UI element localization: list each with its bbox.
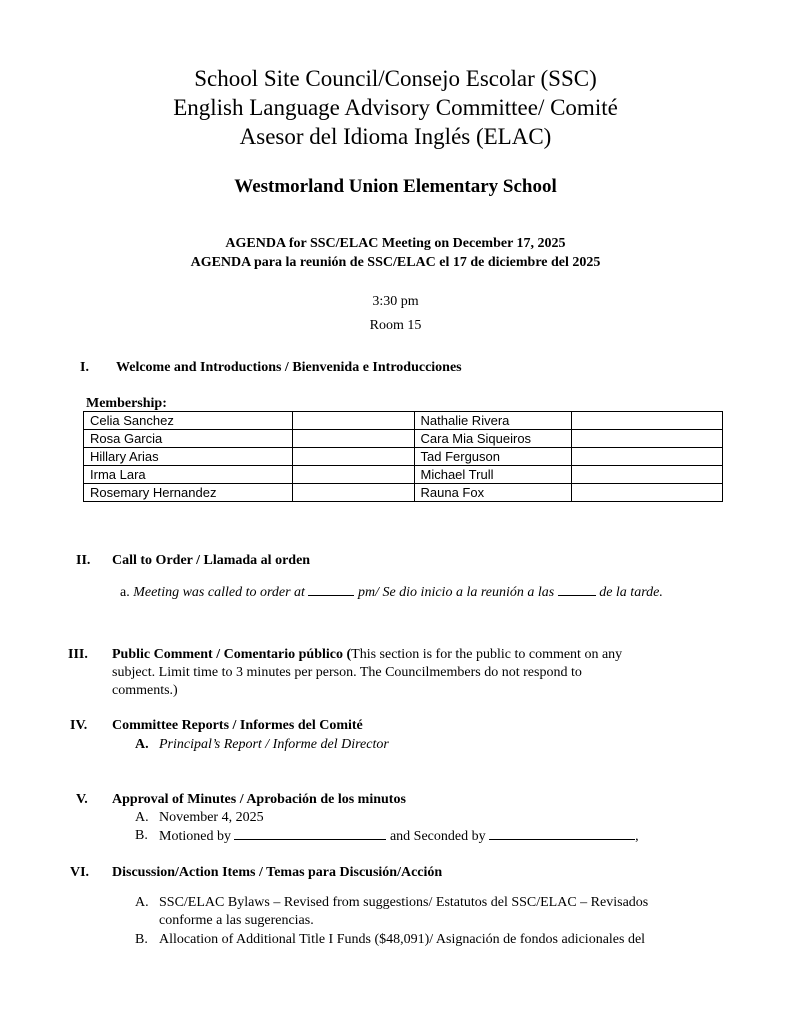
- section-4-title: Committee Reports / Informes del Comité: [112, 718, 363, 733]
- bylaws-line-2: conforme a las sugerencias.: [159, 913, 314, 928]
- section-1-title: Welcome and Introductions / Bienvenida e Introducciones: [116, 360, 462, 375]
- member-cell: [293, 412, 414, 430]
- member-cell: [571, 448, 722, 466]
- section-6-numeral: VI.: [70, 865, 90, 880]
- table-row: [84, 466, 723, 484]
- membership-label: Membership:: [86, 396, 167, 411]
- seconded-by-blank: [489, 827, 635, 840]
- principal-report: Principal’s Report / Informe del Director: [159, 737, 389, 752]
- call-to-order-text-en: Meeting was called to order at: [133, 585, 305, 600]
- member-cell: [571, 412, 722, 430]
- item-letter: A.: [135, 810, 149, 825]
- time-blank: [308, 583, 354, 596]
- meeting-room: Room 15: [369, 318, 422, 333]
- member-name: Hillary Arias: [84, 448, 293, 466]
- minutes-date: November 4, 2025: [159, 810, 264, 825]
- title-i-funds-line: Allocation of Additional Title I Funds ($48,091)/ Asignación de fondos adicionales del: [159, 932, 646, 947]
- seconded-by-label: and Seconded by: [389, 829, 486, 844]
- section-2-title: Call to Order / Llamada al orden: [112, 553, 311, 568]
- item-letter: A.: [135, 895, 149, 910]
- motion-line-comma: ,: [635, 829, 639, 844]
- member-cell: [571, 466, 722, 484]
- member-name: Rosemary Hernandez: [84, 484, 293, 502]
- membership-table: [83, 411, 723, 502]
- call-to-order-line: [120, 583, 663, 602]
- table-row: [84, 448, 723, 466]
- time-blank: [558, 583, 596, 596]
- item-letter: A.: [135, 737, 149, 752]
- member-cell: [571, 484, 722, 502]
- section-5-title: Approval of Minutes / Aprobación de los minutos: [112, 792, 406, 807]
- motioned-by-blank: [234, 827, 386, 840]
- table-row: [84, 484, 723, 502]
- section-2-numeral: II.: [76, 553, 91, 568]
- section-5-numeral: V.: [76, 792, 88, 807]
- section-1-numeral: I.: [80, 360, 89, 375]
- member-cell: [293, 466, 414, 484]
- member-cell: [293, 448, 414, 466]
- member-name: Rauna Fox: [414, 484, 571, 502]
- member-name: Celia Sanchez: [84, 412, 293, 430]
- title-line-1: School Site Council/Consejo Escolar (SSC): [194, 66, 597, 91]
- section-3-text: This section is for the public to comment on any: [351, 647, 623, 662]
- agenda-title-es: AGENDA para la reunión de SSC/ELAC el 17 de diciembre del 2025: [190, 255, 601, 270]
- motioned-by-label: Motioned by: [159, 829, 231, 844]
- section-6-title: Discussion/Action Items / Temas para Discusión/Acción: [112, 865, 443, 880]
- member-name: Irma Lara: [84, 466, 293, 484]
- school-name: Westmorland Union Elementary School: [234, 176, 557, 197]
- section-3-line-1: [112, 646, 622, 664]
- member-name: Michael Trull: [414, 466, 571, 484]
- motion-line: [159, 827, 639, 846]
- member-cell: [571, 430, 722, 448]
- member-name: Nathalie Rivera: [414, 412, 571, 430]
- section-3-line-3: comments.): [112, 683, 178, 698]
- section-4-numeral: IV.: [70, 718, 88, 733]
- table-row: [84, 412, 723, 430]
- section-3-numeral: III.: [68, 647, 88, 662]
- member-name: Rosa Garcia: [84, 430, 293, 448]
- agenda-title-en: AGENDA for SSC/ELAC Meeting on December 17, 2025: [225, 236, 566, 251]
- meeting-time: 3:30 pm: [372, 294, 419, 309]
- call-to-order-text-end: de la tarde.: [599, 585, 663, 600]
- item-letter: a.: [120, 585, 130, 600]
- member-name: Tad Ferguson: [414, 448, 571, 466]
- member-name: Cara Mia Siqueiros: [414, 430, 571, 448]
- call-to-order-text-es: pm/ Se dio inicio a la reunión a las: [357, 585, 555, 600]
- member-cell: [293, 484, 414, 502]
- item-letter: B.: [135, 828, 148, 843]
- bylaws-line-1: SSC/ELAC Bylaws – Revised from suggestions/ Estatutos del SSC/ELAC – Revisados: [159, 895, 649, 910]
- section-3-line-2: subject. Limit time to 3 minutes per person. The Councilmembers do not respond to: [112, 665, 582, 680]
- item-letter: B.: [135, 932, 148, 947]
- table-row: [84, 430, 723, 448]
- section-3-title: Public Comment / Comentario público (: [112, 647, 352, 662]
- member-cell: [293, 430, 414, 448]
- title-line-2: English Language Advisory Committee/ Comité: [173, 95, 618, 120]
- title-line-3: Asesor del Idioma Inglés (ELAC): [239, 124, 552, 149]
